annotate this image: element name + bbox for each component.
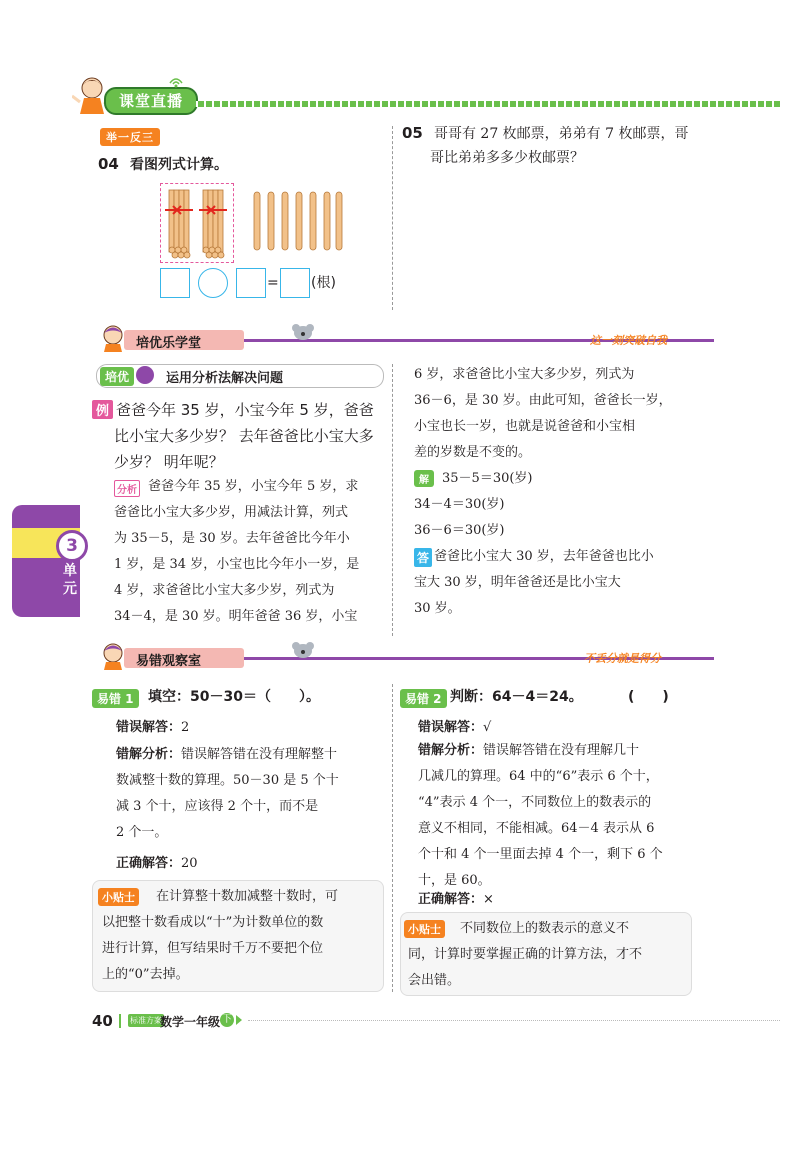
answer-tag: 答: [414, 548, 432, 567]
analysis-line: 34－4，是 30 岁。明年爸爸 36 岁，小宝: [114, 609, 358, 624]
equals-sign: =: [267, 275, 279, 291]
tip-line: 不同数位上的数表示的意义不: [460, 921, 630, 936]
section-slogan: 这一刻突破自我: [590, 334, 667, 347]
unit-label: 单元: [63, 563, 77, 597]
analysis-line: 6 岁，求爸爸比小宝大多少岁，列式为: [414, 367, 635, 382]
example-line: 爸爸今年 35 岁，小宝今年 5 岁，爸爸: [116, 401, 374, 419]
analysis-line: 爸爸今年 35 岁，小宝今年 5 岁，求: [148, 479, 359, 494]
single-sticks-figure: [252, 190, 344, 258]
operator-circle[interactable]: [198, 268, 228, 298]
analysis-label: 错解分析：: [418, 743, 484, 758]
analysis-line: 意义不相同，不能相减。64－4 表示从 6: [418, 821, 655, 836]
correct-label: 正确解答：: [116, 856, 182, 871]
question-05: [402, 122, 702, 170]
tip-2-tag: 小贴士: [404, 920, 445, 938]
mistake-2-analysis: [418, 738, 688, 894]
analysis-line: 错误解答错在没有理解几十: [483, 743, 640, 758]
stick-bundles-figure: [163, 188, 231, 264]
mistake-2-wrong: [418, 716, 491, 735]
section-slogan: 不丢分就是得分: [584, 652, 661, 665]
answer-box-2[interactable]: [236, 268, 266, 298]
wrong-value: √: [483, 720, 492, 735]
analysis-tag: 分析: [114, 480, 140, 497]
analysis-line: 个十和 4 个一里面去掉 4 个一，剩下 6 个: [418, 847, 663, 862]
analysis-line: 36－6，是 30 岁。由此可知，爸爸长一岁，: [414, 393, 672, 408]
section-title: 培优乐学堂: [136, 336, 202, 351]
question-text-line2: 哥比弟弟多多少枚邮票？: [430, 150, 584, 166]
wrong-value: 2: [181, 720, 190, 735]
question-number: 05: [402, 124, 423, 142]
correct-label: 正确解答：: [418, 892, 484, 907]
mistake-1-correct: [116, 852, 198, 871]
tip-line: 进行计算，但写结果时千万不要把个位: [102, 941, 324, 956]
analysis-label: 错解分析：: [116, 747, 182, 762]
analysis-text: [114, 474, 386, 630]
example-line: 比小宝大多少岁？ 去年爸爸比小宝大多: [114, 427, 374, 445]
column-divider: [392, 364, 393, 636]
answer-line: 爸爸比小宝大 30 岁，去年爸爸也比小: [434, 549, 654, 564]
example-text: [116, 397, 388, 475]
tip-1-tag: 小贴士: [98, 888, 139, 906]
signal-icon: [168, 74, 184, 93]
peiyou-number-dot: [136, 366, 154, 384]
footer-separator: [119, 1014, 121, 1028]
tip-1-text: [102, 884, 380, 988]
koala-icon: [290, 323, 316, 345]
answer-box-3[interactable]: [280, 268, 310, 298]
koala-icon: [290, 641, 316, 663]
mistake-1-tag: 易错 1: [92, 689, 139, 708]
answer-text: [414, 544, 694, 622]
page-number: 40: [92, 1012, 113, 1030]
wrong-label: 错误解答：: [418, 720, 484, 735]
tip-line: 同，计算时要掌握正确的计算方法，才不: [408, 947, 643, 962]
tip-line: 在计算整十数加减整十数时，可: [156, 889, 339, 904]
subject-label: 数学一年级: [160, 1015, 221, 1029]
practice-tag: 举一反三: [100, 128, 160, 146]
mistake-1-wrong: [116, 716, 189, 735]
unit-label: (根): [311, 275, 336, 291]
analysis-line: 几减几的算理。64 中的“6”表示 6 个十，: [418, 769, 659, 784]
volume-badge: 下: [222, 1014, 232, 1025]
tip-line: 上的“0”去掉。: [102, 967, 189, 982]
unit-number: 3: [56, 530, 88, 562]
analysis-line: “4”表示 4 个一，不同数位上的数表示的: [418, 795, 652, 810]
answer-box-1[interactable]: [160, 268, 190, 298]
wrong-label: 错误解答：: [116, 720, 182, 735]
analysis-line: 十，是 60。: [418, 873, 491, 888]
question-04: [98, 153, 228, 177]
mistake-1-question: 填空：50－30＝（ ）。: [148, 689, 320, 705]
banner-divider: [190, 101, 780, 107]
analysis-line: 数减整十数的算理。50－30 是 5 个十: [116, 773, 339, 788]
method-subtitle: 运用分析法解决问题: [166, 371, 284, 386]
example-tag: 例: [92, 400, 113, 419]
judge-paren[interactable]: ( ): [628, 689, 669, 705]
question-text-line1: 哥哥有 27 枚邮票，弟弟有 7 枚邮票，哥: [433, 126, 689, 142]
section-title: 易错观察室: [136, 654, 202, 669]
answer-line: 宝大 30 岁，明年爸爸还是比小宝大: [414, 575, 621, 590]
tip-line: 会出错。: [408, 973, 461, 988]
analysis-line: 爸爸比小宝大多少岁，用减法计算，列式: [114, 505, 349, 520]
mistake-1-analysis: [116, 742, 384, 846]
analysis-line: 差的岁数是不变的。: [414, 445, 532, 460]
solve-line: 35－5＝30(岁): [442, 471, 533, 486]
analysis-line: 为 35－5，是 30 岁。去年爸爸比今年小: [114, 531, 350, 546]
tip-line: 以把整十数看成以“十”为计数单位的数: [102, 915, 324, 930]
solve-line: 34－4＝30(岁): [414, 497, 505, 512]
mascot-girl-icon: [100, 642, 126, 674]
banner-title: 课堂直播: [104, 87, 198, 115]
analysis-line: 1 岁，是 34 岁，小宝也比今年小一岁，是: [114, 557, 360, 572]
correct-value: ×: [483, 892, 494, 907]
mistake-2-tag: 易错 2: [400, 689, 447, 708]
column-divider: [392, 684, 393, 992]
question-number: 04: [98, 155, 119, 173]
question-text: 看图列式计算。: [129, 157, 228, 173]
series-badge: 标准方案: [130, 1016, 162, 1025]
arrow-icon: [236, 1015, 242, 1025]
solve-tag: 解: [414, 470, 434, 487]
analysis-continued: [414, 362, 694, 466]
mistake-2-correct: [418, 888, 494, 907]
example-line: 少岁？ 明年呢？: [114, 453, 224, 471]
analysis-line: 2 个一。: [116, 825, 168, 840]
mascot-girl-icon: [100, 324, 126, 356]
correct-value: 20: [181, 856, 198, 871]
analysis-line: 减 3 个十，应该得 2 个十，而不是: [116, 799, 319, 814]
solve-line: 36－6＝30(岁): [414, 523, 505, 538]
analysis-line: 小宝也长一岁，也就是说爸爸和小宝相: [414, 419, 636, 434]
answer-line: 30 岁。: [414, 601, 461, 616]
column-divider: [392, 126, 393, 310]
footer-rule: [248, 1020, 780, 1021]
peiyou-badge: 培优: [100, 367, 134, 386]
mistake-2-question: 判断：64－4＝24。: [450, 689, 583, 705]
analysis-line: 错误解答错在没有理解整十: [181, 747, 338, 762]
analysis-line: 4 岁，求爸爸比小宝大多少岁，列式为: [114, 583, 335, 598]
tip-2-text: [408, 916, 688, 994]
